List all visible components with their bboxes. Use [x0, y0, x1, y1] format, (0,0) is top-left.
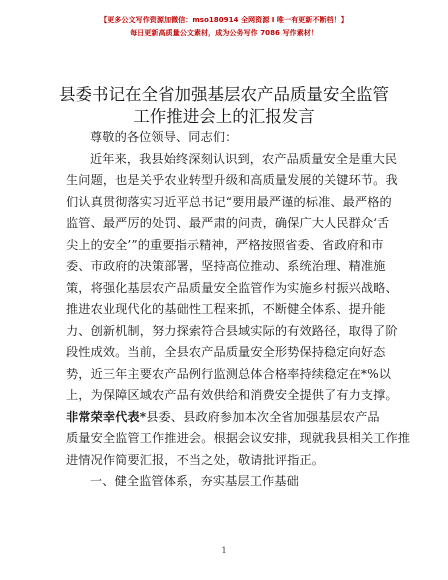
paragraph-1-line: 上，为保障区域农产品有效供给和消费安全提供了有力支撑。: [66, 388, 398, 402]
promo-banner: [0, 13, 448, 39]
paragraph-1-line: 委、市政府的决策部署，坚持高位推动、系统治理、精准施: [66, 259, 386, 273]
paragraph-2-first-line: [66, 407, 388, 429]
paragraph-1-line: 生问题，也是关乎农业转型升级和高质量发展的关键环节。我: [66, 173, 398, 187]
paragraph-1-line: 尖上的安全’”的重要指示精神，严格按照省委、省政府和市: [66, 237, 384, 252]
paragraph-2-line: 质量安全监管工作推进会。根据会议安排，现就我县相关工作推: [66, 431, 411, 445]
paragraph-1-line: 策，将强化基层农产品质量安全监管作为实施乡村振兴战略、: [66, 280, 398, 295]
paragraph-2-line: 进情况作简要汇报，不当之处，敬请批评指正。: [66, 452, 325, 467]
paragraph-1-line: 监管、最严厉的处罚、最严肃的问责，确保广大人民群众‘舌: [66, 216, 390, 230]
paragraph-2-text: 县委、县政府参加本次全省加强基层农产品: [146, 409, 380, 424]
paragraph-1-line: 力、创新机制，努力探索符合县域实际的有效路径，取得了阶: [66, 323, 398, 338]
section-heading: 一、健全监管体系，夯实基层工作基础: [90, 474, 299, 488]
salutation: 尊敬的各位领导、同志们：: [90, 130, 238, 144]
promo-banner-line-1: 【更多公文写作资源加微信：mso180914 全网资源 I 唯一有更新不断档！】: [100, 15, 348, 24]
promo-banner-line-2: 每日更新高质量公文素材，成为公务写作 7086 写作素材！: [130, 28, 318, 37]
paragraph-1-line: 势，近三年主要农产品例行监测总体合格率持续稳定在*%以: [66, 366, 392, 381]
document-body: [66, 127, 411, 493]
paragraph-1-line: 近年来，我县始终深刻认识到，农产品质量安全是重大民: [90, 151, 398, 166]
document-title: [0, 84, 448, 128]
paragraph-1-line: 们认真贯彻落实习近平总书记“要用最严谨的标准、最严格的: [66, 194, 392, 209]
paragraph-1-line: 推进农业现代化的基础性工程来抓，不断健全体系、提升能: [66, 302, 386, 316]
page-number: 1: [221, 546, 227, 555]
bold-lead-text: 非常荣幸代表*: [66, 409, 147, 424]
paragraph-1-line: 段性成效。当前，全县农产品质量安全形势保持稳定向好态: [66, 345, 386, 359]
title-line-1: 县委书记在全省加强基层农产品质量安全监管: [59, 85, 389, 104]
title-line-2: 工作推进会上的汇报发言: [133, 107, 315, 126]
